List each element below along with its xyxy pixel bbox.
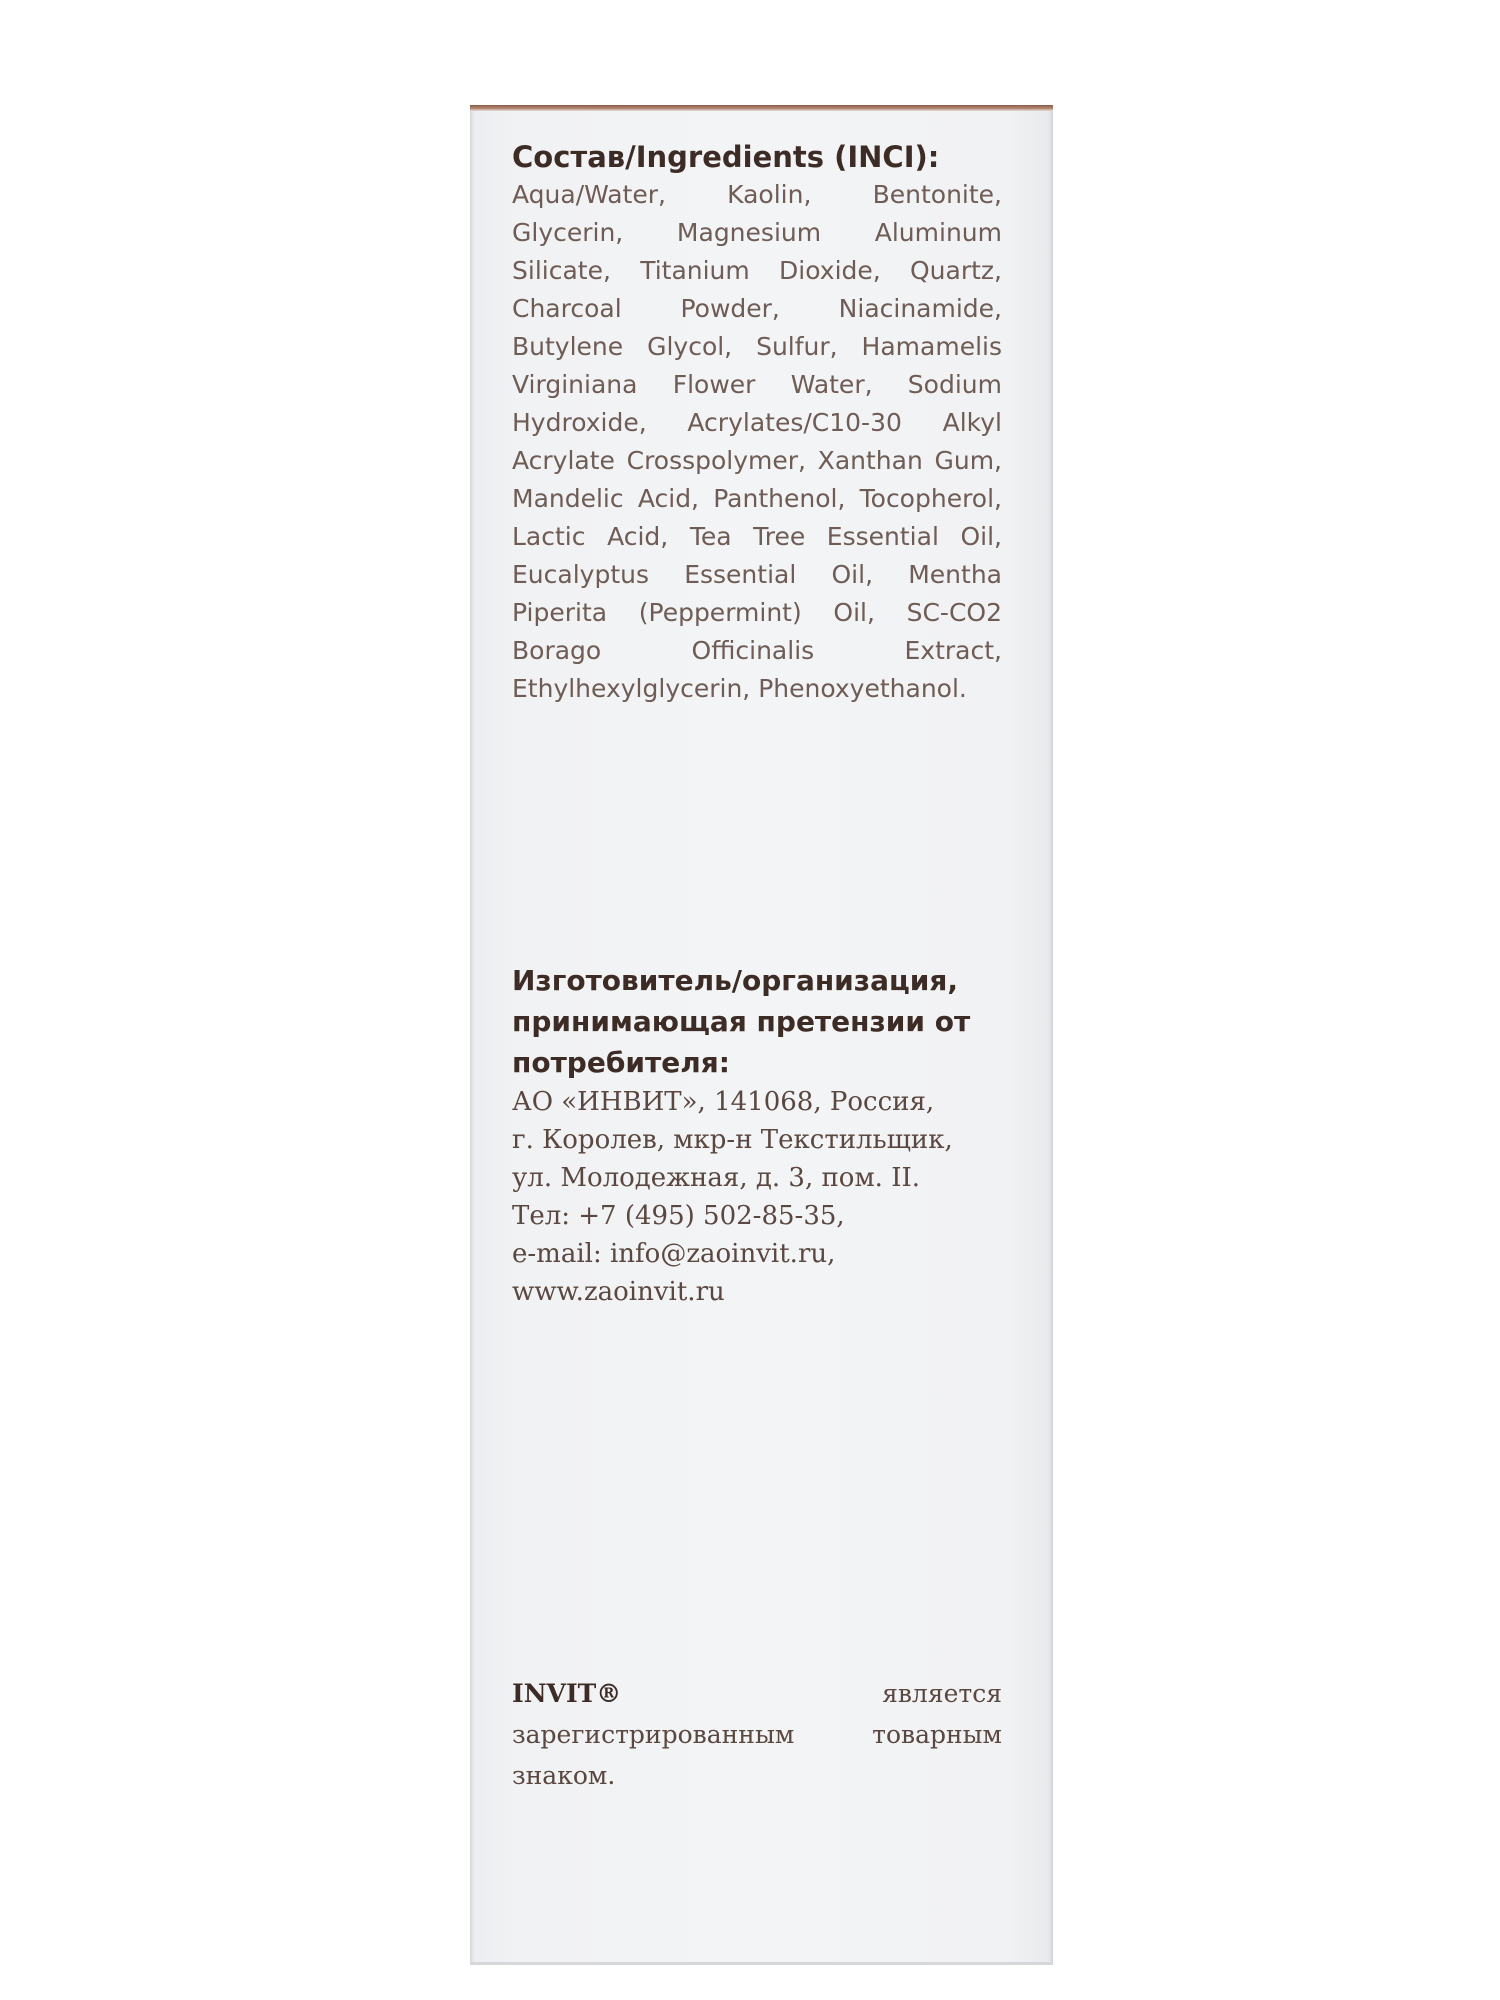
- manufacturer-phone: Тел: +7 (495) 502-85-35,: [512, 1201, 845, 1231]
- manufacturer-line: АО «ИНВИТ», 141068, Россия,: [512, 1087, 935, 1117]
- box-bottom-edge: [470, 1962, 1053, 1965]
- ingredients-heading: Состав/Ingredients (INCI):: [512, 140, 940, 174]
- ingredients-list: Aqua/Water, Kaolin, Bentonite, Glycerin, Magnesium Aluminum Silicate, Titanium Dioxide, Quartz, Charcoal Powder, Niacinamide, Butylene Glycol, Sulfur, Hamamelis Virginiana Flower Water, Sodium Hydroxide, Acrylates/C10-30 Alkyl Acrylate Crosspolymer, Xanthan Gum, Mandelic Acid, Panthenol, Tocopherol, Lactic Acid, Tea Tree Essential Oil, Eucalyptus Essential Oil, Mentha Piperita (Peppermint) Oil, SC-CO2 Borago Officinalis Extract, Ethylhexylglycerin, Phenoxyethanol.: [512, 180, 1002, 703]
- background: [0, 0, 1500, 110]
- manufacturer-website: www.zaoinvit.ru: [512, 1277, 725, 1307]
- trademark-section: [512, 1673, 1002, 1796]
- trademark-text: является зарегистрированным товарным знаком.: [512, 1679, 1002, 1790]
- manufacturer-section: [512, 960, 1002, 1311]
- manufacturer-email: e-mail: info@zaoinvit.ru,: [512, 1239, 836, 1269]
- box-top-edge: [470, 105, 1053, 111]
- ingredients-section: [512, 138, 1002, 708]
- manufacturer-heading: Изготовитель/организация, принимающая претензии от потребителя:: [512, 964, 971, 1079]
- brand-name: INVIT®: [512, 1679, 622, 1708]
- trademark-notice: [512, 1673, 1002, 1796]
- manufacturer-line: ул. Молодежная, д. 3, пом. II.: [512, 1163, 921, 1193]
- manufacturer-line: г. Королев, мкр-н Текстильщик,: [512, 1125, 953, 1155]
